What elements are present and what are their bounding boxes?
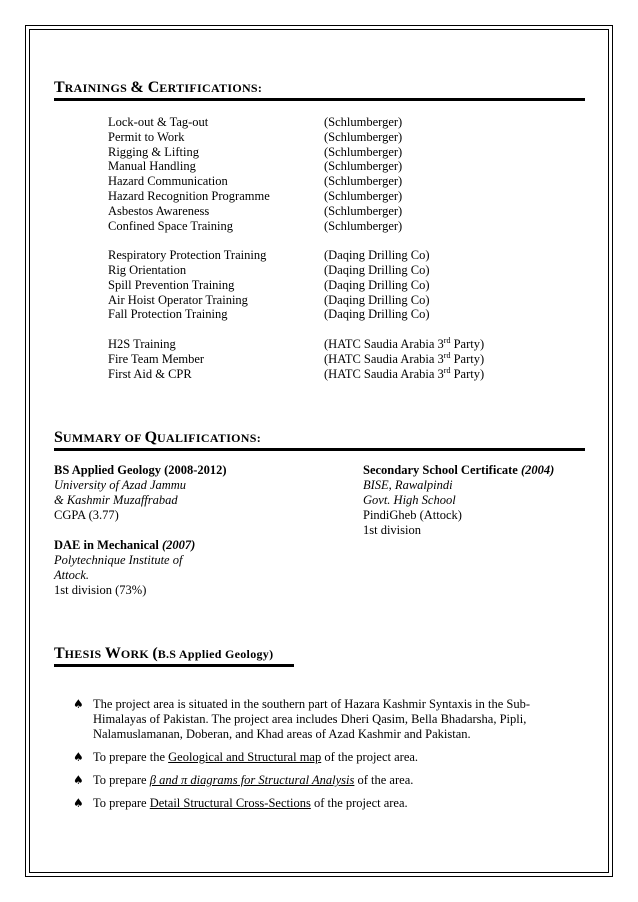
heading-text: HESIS (64, 647, 105, 661)
spade-bullet-icon: ♠ (73, 697, 84, 711)
training-row (108, 337, 484, 352)
list-item (73, 697, 573, 742)
training-row (108, 219, 484, 234)
training-name: Hazard Recognition Programme (108, 188, 270, 203)
list-item (73, 796, 573, 811)
institute-line: Attock. (54, 568, 90, 582)
list-item (73, 773, 573, 788)
board-line: BISE, Rawalpindi (363, 478, 453, 492)
heading-cap: W (104, 645, 121, 662)
training-row (108, 174, 484, 189)
training-org: (Daqing Drilling Co) (324, 248, 430, 263)
heading-cap: T (54, 79, 65, 96)
training-name: Manual Handling (108, 159, 196, 174)
heading-cap: & (130, 79, 148, 96)
heading-cap: C (147, 79, 160, 96)
training-row (108, 293, 484, 308)
training-org: (Daqing Drilling Co) (324, 307, 430, 322)
training-row (108, 130, 484, 145)
heading-text: ORK (120, 647, 153, 661)
heading-text: RAININGS (64, 81, 131, 95)
training-org: (Daqing Drilling Co) (324, 292, 430, 307)
heading-text: UALIFICATIONS: (157, 431, 262, 445)
training-name: Permit to Work (108, 129, 185, 144)
training-org: (Schlumberger) (324, 174, 403, 189)
ssc-title: Secondary School Certificate (2004) (363, 463, 555, 477)
training-row (108, 145, 484, 160)
thesis-heading (54, 646, 294, 667)
training-name: Fire Team Member (108, 351, 205, 366)
training-row (108, 278, 484, 293)
training-row (108, 204, 484, 219)
training-row (108, 159, 484, 174)
training-org: (Schlumberger) (324, 218, 403, 233)
training-row (108, 189, 484, 204)
training-org: (Schlumberger) (324, 203, 403, 218)
list-item (73, 750, 573, 765)
heading-cap: ( (152, 645, 158, 662)
training-row (108, 248, 484, 263)
training-row (108, 307, 484, 322)
training-row (108, 115, 484, 130)
training-row (108, 352, 484, 367)
heading-cap: Q (144, 429, 158, 446)
dae-title: DAE in Mechanical (2007) (54, 538, 196, 552)
training-org: (Daqing Drilling Co) (324, 262, 430, 277)
school-line: Govt. High School (363, 493, 456, 507)
training-org: (Schlumberger) (324, 115, 403, 129)
qualifications-left (54, 463, 227, 598)
trainings-heading (54, 80, 585, 101)
thesis-bullets (73, 697, 573, 819)
cgpa: CGPA (3.77) (54, 508, 119, 522)
heading-text: UMMARY (62, 431, 125, 445)
training-org: (HATC Saudia Arabia 3rd Party) (324, 350, 485, 366)
training-name: Rigging & Lifting (108, 144, 199, 159)
university-line: University of Azad Jammu (54, 478, 187, 492)
qualifications-right (363, 463, 554, 538)
training-org: (Daqing Drilling Co) (324, 277, 430, 292)
division: 1st division (363, 523, 421, 537)
spade-bullet-icon: ♠ (73, 773, 84, 787)
training-name: Hazard Communication (108, 174, 228, 189)
training-name: Asbestos Awareness (108, 203, 210, 218)
heading-text: ERTIFICATIONS: (159, 81, 263, 95)
heading-cap: T (54, 645, 65, 662)
training-row (108, 367, 484, 382)
training-row (108, 263, 484, 278)
training-name: Spill Prevention Training (108, 277, 235, 292)
heading-text: OF (124, 431, 145, 445)
heading-text: B.S Applied Geology) (157, 647, 274, 661)
training-name: H2S Training (108, 336, 176, 351)
place-line: PindiGheb (Attock) (363, 508, 462, 522)
qualifications-heading (54, 430, 585, 451)
training-name: Confined Space Training (108, 218, 233, 233)
training-name: Fall Protection Training (108, 307, 228, 322)
degree-title: BS Applied Geology (2008-2012) (54, 463, 227, 477)
spade-bullet-icon: ♠ (73, 750, 84, 764)
training-org: (HATC Saudia Arabia 3rd Party) (324, 335, 485, 351)
training-name: Rig Orientation (108, 262, 187, 277)
training-org: (Schlumberger) (324, 159, 403, 174)
training-org: (HATC Saudia Arabia 3rd Party) (324, 365, 485, 381)
training-name: First Aid & CPR (108, 366, 192, 381)
trainings-list (108, 115, 484, 381)
institute-line: Polytechnique Institute of (54, 553, 183, 567)
training-name: Lock-out & Tag-out (108, 115, 209, 129)
spade-bullet-icon: ♠ (73, 796, 84, 810)
division: 1st division (73%) (54, 583, 147, 597)
training-name: Air Hoist Operator Training (108, 292, 248, 307)
bullet-text: To prepare β and π diagrams for Structural Analysis of the area. (93, 773, 414, 787)
bullet-text: The project area is situated in the southern part of Hazara Kashmir Syntaxis in the Sub-Himalayas of Pakistan. The project area includes Dheri Qasim, Bella Bhadarsha, Pipli, Nalamuslamanan, Doberan, and Khad areas of Azad Kashmir and Pakistan. (93, 697, 531, 741)
training-org: (Schlumberger) (324, 188, 403, 203)
training-org: (Schlumberger) (324, 144, 403, 159)
bullet-text: To prepare the Geological and Structural map of the project area. (93, 750, 419, 764)
bullet-text: To prepare Detail Structural Cross-Sections of the project area. (93, 796, 408, 810)
university-line: & Kashmir Muzaffrabad (54, 493, 178, 507)
heading-cap: S (54, 429, 63, 446)
training-name: Respiratory Protection Training (108, 248, 267, 263)
training-org: (Schlumberger) (324, 129, 403, 144)
